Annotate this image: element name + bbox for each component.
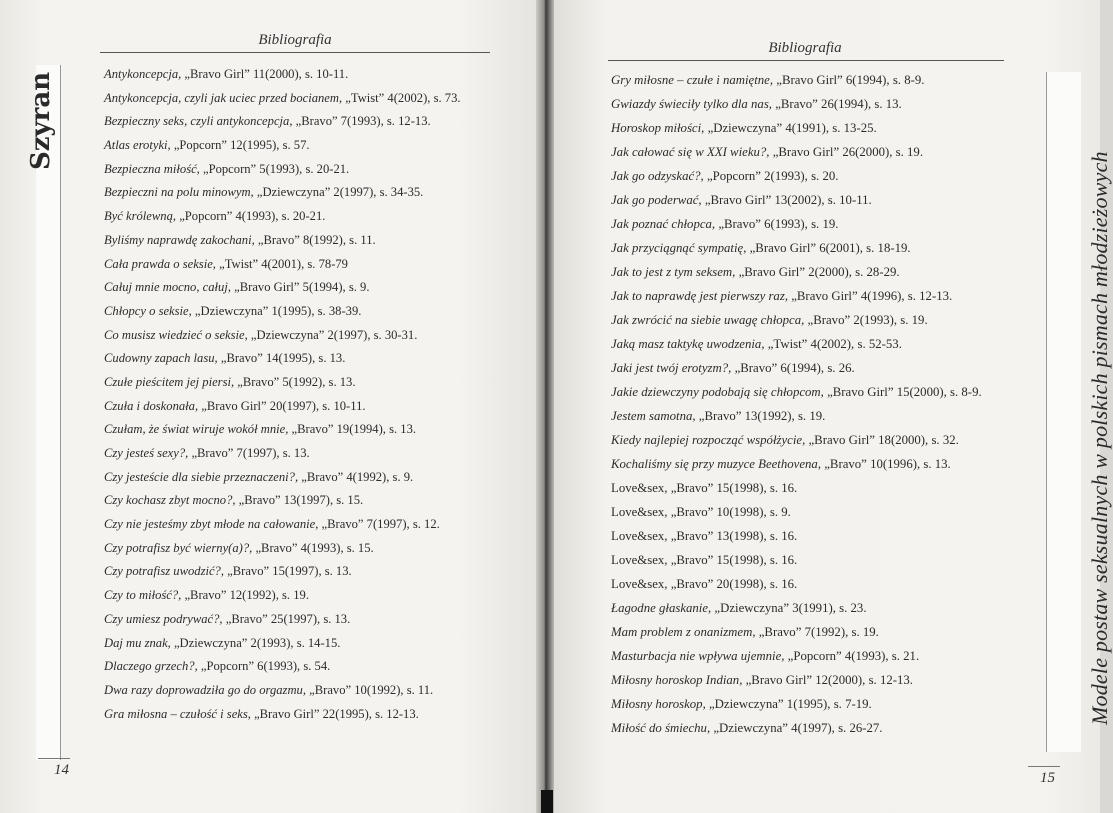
entry-title: Miłosny horoskop, [611, 697, 706, 711]
entry-source: „Bravo” 5(1992), s. 13. [234, 374, 356, 389]
right-side-band [1046, 72, 1081, 752]
bibliography-entry [611, 74, 982, 98]
bibliography-entry [611, 578, 982, 602]
bibliography-entry [611, 170, 982, 194]
entry-title: Masturbacja nie wpływa ujemnie, [611, 649, 785, 663]
entry-title: Bezpieczni na polu minowym, [104, 185, 254, 200]
entry-title: Byliśmy naprawdę zakochani, [104, 232, 255, 247]
entry-source: „Bravo” 26(1994), s. 13. [772, 97, 902, 111]
entry-source: „Twist” 4(2002), s. 73. [342, 90, 461, 105]
entry-source: „Bravo Girl” 15(2000), s. 8-9. [823, 385, 982, 399]
bibliography-entry [104, 92, 461, 116]
entry-source: Love&sex, „Bravo” 13(1998), s. 16. [611, 529, 798, 543]
entry-source: „Bravo” 7(1993), s. 12-13. [292, 114, 431, 129]
bibliography-entry [611, 434, 982, 458]
entry-title: Czy potrafisz uwodzić?, [104, 564, 225, 579]
entry-title: Dwa razy doprowadziła go do orgazmu, [104, 682, 306, 697]
entry-source: „Bravo” 15(1997), s. 13. [224, 564, 352, 579]
bibliography-entry [104, 660, 461, 684]
bibliography-entry [611, 338, 982, 362]
entry-source: „Bravo” 7(1997), s. 13. [188, 446, 310, 460]
left-page-number: 14 [54, 762, 69, 778]
entry-title: Czy jesteś sexy?, [104, 446, 189, 460]
entry-title: Gry miłosne – czułe i namiętne, [611, 73, 774, 87]
right-page-number: 15 [1040, 770, 1055, 786]
entry-title: Kochaliśmy się przy muzyce Beethovena, [611, 457, 822, 471]
bibliography-entry [104, 210, 461, 234]
entry-source: „Dziewczyna” 4(1997), s. 26-27. [710, 721, 883, 735]
bibliography-entry [104, 423, 461, 447]
entry-source: „Bravo” 7(1997), s. 12. [318, 517, 440, 532]
entry-title: Czy kochasz zbyt mocno?, [104, 493, 236, 508]
bibliography-entry [104, 684, 461, 708]
bibliography-entry [104, 281, 461, 305]
bibliography-entry [104, 115, 461, 139]
entry-source: „Popcorn” 5(1993), s. 20-21. [199, 161, 350, 176]
entry-title: Antykoncepcja, [104, 67, 182, 81]
gutter-shadow [541, 790, 553, 813]
bibliography-entry [611, 362, 982, 386]
entry-source: „Bravo” 10(1996), s. 13. [821, 457, 951, 471]
entry-title: Jaką masz taktykę uwodzenia, [611, 337, 765, 351]
bibliography-entry [611, 698, 982, 722]
right-header-rule [608, 60, 1004, 61]
entry-source: „Bravo” 19(1994), s. 13. [288, 422, 417, 437]
bibliography-entry [611, 530, 982, 554]
right-running-header: Bibliografia [768, 40, 842, 56]
entry-source: „Bravo” 7(1992), s. 19. [755, 625, 879, 639]
entry-source: Love&sex, „Bravo” 15(1998), s. 16. [611, 553, 798, 567]
bibliography-entry [104, 258, 461, 282]
right-page [550, 0, 1112, 813]
entry-title: Mam problem z onanizmem, [611, 625, 756, 639]
entry-source: „Bravo Girl” 6(2001), s. 18-19. [746, 241, 911, 255]
entry-source: „Dziewczyna” 4(1991), s. 13-25. [704, 121, 877, 135]
entry-title: Daj mu znak, [104, 635, 171, 650]
entry-title: Bezpieczny seks, czyli antykoncepcja, [104, 114, 293, 129]
book-gutter [536, 0, 554, 813]
bibliography-entry [611, 602, 982, 626]
entry-title: Czułam, że świat wiruje wokół mnie, [104, 422, 289, 437]
entry-title: Jak go odzyskać?, [611, 169, 704, 183]
bibliography-entry [611, 122, 982, 146]
entry-title: Być królewną, [104, 209, 177, 224]
entry-title: Jak to naprawdę jest pierwszy raz, [611, 289, 789, 303]
bibliography-entry [611, 626, 982, 650]
entry-source: „Bravo Girl” 13(2002), s. 10-11. [701, 193, 872, 207]
entry-source: „Bravo Girl” 18(2000), s. 32. [805, 433, 959, 447]
entry-title: Chłopcy o seksie, [104, 303, 192, 318]
entry-title: Cudowny zapach lasu, [104, 351, 218, 366]
entry-source: „Bravo” 14(1995), s. 13. [217, 351, 346, 366]
bibliography-entry [611, 482, 982, 506]
entry-title: Miłość do śmiechu, [611, 721, 711, 735]
entry-source: „Bravo Girl” 26(2000), s. 19. [769, 145, 924, 159]
entry-source: „Bravo” 13(1992), s. 19. [695, 409, 826, 423]
left-running-header: Bibliografia [258, 32, 332, 48]
entry-source: „Twist” 4(2001), s. 78-79 [215, 256, 348, 271]
entry-title: Jestem samotna, [611, 409, 696, 423]
left-page [0, 0, 541, 813]
entry-source: „Bravo” 8(1992), s. 11. [254, 232, 376, 247]
entry-title: Co musisz wiedzieć o seksie, [104, 327, 248, 342]
bibliography-entry [104, 352, 461, 376]
bibliography-entry [611, 650, 982, 674]
entry-source: Love&sex, „Bravo” 20(1998), s. 16. [611, 577, 798, 591]
entry-title: Czy umiesz podrywać?, [104, 611, 223, 626]
bibliography-entry [611, 194, 982, 218]
entry-title: Całuj mnie mocno, całuj, [104, 280, 231, 295]
entry-title: Jak przyciągnąć sympatię, [611, 241, 747, 255]
bibliography-entry [104, 565, 461, 589]
entry-source: „Bravo” 4(1993), s. 15. [252, 540, 374, 555]
entry-title: Gra miłosna – czułość i seks, [104, 706, 251, 721]
entry-source: „Bravo Girl” 5(1994), s. 9. [230, 280, 370, 295]
bibliography-entry [104, 186, 461, 210]
entry-title: Kiedy najlepiej rozpocząć współżycie, [611, 433, 806, 447]
right-pageno-rule [1028, 766, 1060, 767]
entry-source: „Bravo” 6(1994), s. 26. [731, 361, 855, 375]
entry-source: „Twist” 4(2002), s. 52-53. [764, 337, 902, 351]
bibliography-entry [611, 290, 982, 314]
entry-title: Czuła i doskonała, [104, 398, 199, 413]
bibliography-entry [611, 98, 982, 122]
bibliography-entry [611, 242, 982, 266]
left-bibliography-list [104, 68, 461, 731]
bibliography-entry [611, 458, 982, 482]
entry-source: „Bravo” 13(1997), s. 15. [235, 493, 364, 508]
entry-source: „Popcorn” 4(1993), s. 20-21. [176, 209, 326, 224]
bibliography-entry [611, 506, 982, 530]
bibliography-entry [104, 589, 461, 613]
bibliography-entry [611, 674, 982, 698]
entry-source: „Popcorn” 12(1995), s. 57. [170, 138, 310, 153]
entry-source: „Bravo Girl” 20(1997), s. 10-11. [198, 398, 366, 413]
entry-source: „Popcorn” 4(1993), s. 21. [784, 649, 920, 663]
entry-title: Gwiazdy świeciły tylko dla nas, [611, 97, 773, 111]
entry-title: Jak go poderwać, [611, 193, 702, 207]
entry-source: „Dziewczyna” 1(1995), s. 38-39. [191, 303, 362, 318]
bibliography-entry [104, 542, 461, 566]
entry-source: „Bravo” 25(1997), s. 13. [222, 611, 351, 626]
entry-title: Bezpieczna miłość, [104, 161, 200, 176]
bibliography-entry [104, 613, 461, 637]
entry-title: Dlaczego grzech?, [104, 659, 198, 674]
entry-title: Horoskop miłości, [611, 121, 705, 135]
bibliography-entry [104, 518, 461, 542]
bibliography-entry [104, 494, 461, 518]
bibliography-entry [104, 68, 461, 92]
entry-source: „Bravo” 4(1992), s. 9. [298, 469, 414, 484]
entry-source: „Bravo Girl” 4(1996), s. 12-13. [788, 289, 953, 303]
entry-source: „Dziewczyna” 2(1993), s. 14-15. [170, 635, 341, 650]
bibliography-entry [611, 722, 982, 746]
entry-title: Czy potrafisz być wierny(a)?, [104, 540, 253, 555]
entry-title: Czy nie jesteśmy zbyt młode na całowanie, [104, 517, 319, 532]
bibliography-entry [104, 471, 461, 495]
bibliography-entry [104, 376, 461, 400]
bibliography-entry [104, 163, 461, 187]
entry-source: „Bravo Girl” 11(2000), s. 10-11. [181, 67, 349, 81]
bibliography-entry [611, 218, 982, 242]
bibliography-entry [611, 266, 982, 290]
entry-source: „Bravo Girl” 6(1994), s. 8-9. [773, 73, 925, 87]
entry-title: Jak poznać chłopca, [611, 217, 716, 231]
entry-title: Cała prawda o seksie, [104, 256, 216, 271]
bibliography-entry [611, 314, 982, 338]
bibliography-entry [104, 305, 461, 329]
entry-source: „Bravo” 12(1992), s. 19. [181, 588, 309, 603]
entry-title: Antykoncepcja, czyli jak uciec przed bocianem, [104, 90, 343, 105]
entry-source: „Dziewczyna” 2(1997), s. 30-31. [247, 327, 418, 342]
entry-source: „Bravo Girl” 22(1995), s. 12-13. [250, 706, 419, 721]
bibliography-entry [104, 234, 461, 258]
entry-source: Love&sex, „Bravo” 10(1998), s. 9. [611, 505, 791, 519]
entry-title: Czy jesteście dla siebie przeznaczeni?, [104, 469, 299, 484]
series-title: Modele postaw seksualnych w polskich pismach młodzieżowych [1087, 151, 1112, 725]
entry-title: Jak to jest z tym seksem, [611, 265, 736, 279]
entry-title: Jak zwrócić na siebie uwagę chłopca, [611, 313, 805, 327]
entry-source: „Popcorn” 6(1993), s. 54. [197, 659, 331, 674]
entry-title: Jaki jest twój erotyzm?, [611, 361, 732, 375]
entry-title: Czułe pieścitem jej piersi, [104, 374, 235, 389]
entry-source: „Bravo” 10(1992), s. 11. [306, 682, 434, 697]
bibliography-entry [104, 139, 461, 163]
entry-title: Atlas erotyki, [104, 138, 171, 153]
entry-source: „Bravo Girl” 12(2000), s. 12-13. [742, 673, 913, 687]
entry-source: „Popcorn” 2(1993), s. 20. [703, 169, 839, 183]
bibliography-entry [104, 329, 461, 353]
left-header-rule [100, 52, 490, 53]
bibliography-entry [611, 554, 982, 578]
bibliography-entry [611, 146, 982, 170]
right-bibliography-list [611, 74, 982, 746]
entry-title: Miłosny horoskop Indian, [611, 673, 743, 687]
left-pageno-rule [38, 758, 70, 759]
entry-title: Czy to miłość?, [104, 588, 182, 603]
entry-source: Love&sex, „Bravo” 15(1998), s. 16. [611, 481, 798, 495]
entry-title: Łagodne głaskanie, [611, 601, 712, 615]
author-name: Szyran [26, 71, 56, 170]
entry-source: „Dziewczyna” 1(1995), s. 7-19. [705, 697, 872, 711]
entry-source: „Bravo” 2(1993), s. 19. [804, 313, 928, 327]
entry-source: „Bravo Girl” 2(2000), s. 28-29. [735, 265, 900, 279]
bibliography-entry [104, 637, 461, 661]
bibliography-entry [104, 447, 461, 471]
entry-source: „Dziewczyna” 3(1991), s. 23. [711, 601, 867, 615]
bibliography-entry [611, 386, 982, 410]
bibliography-entry [611, 410, 982, 434]
entry-title: Jakie dziewczyny podobają się chłopcom, [611, 385, 824, 399]
bibliography-entry [104, 400, 461, 424]
entry-title: Jak całować się w XXI wieku?, [611, 145, 770, 159]
bibliography-entry [104, 708, 461, 732]
entry-source: „Bravo” 6(1993), s. 19. [715, 217, 839, 231]
entry-source: „Dziewczyna” 2(1997), s. 34-35. [253, 185, 424, 200]
